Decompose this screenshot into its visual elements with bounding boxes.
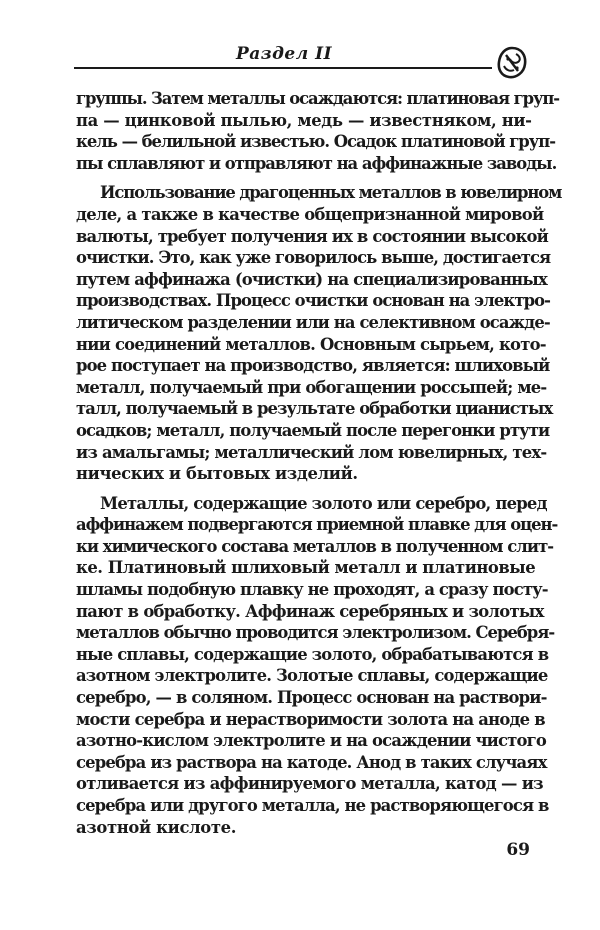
text-line: производствах. Процесс очистки основан на электро- <box>76 291 551 311</box>
running-header <box>74 40 494 74</box>
paragraph <box>76 182 562 484</box>
text-line: нии соединений металлов. Основным сырьем, кото- <box>76 334 546 354</box>
text-line: литическом разделении или на селективном осажде- <box>76 312 550 332</box>
text-line: азотно-кислом электролите и на осаждении чистого <box>76 731 547 751</box>
text-line: осадков; металл, получаемый после перегонки ртути <box>76 420 550 440</box>
section-title: Раздел II <box>235 44 333 64</box>
text-line: группы. Затем металлы осаждаются: платиновая груп- <box>76 89 559 108</box>
text-line: металлов обычно проводится электролизом. Серебря- <box>76 623 555 643</box>
text-line: Металлы, содержащие золото или серебро, перед <box>100 493 547 513</box>
paragraph <box>76 493 558 839</box>
text-line: очистки. Это, как уже говорилось выше, достигается <box>76 248 551 268</box>
text-line: ки химического состава металлов в полученном слит- <box>76 536 554 556</box>
header-rule <box>74 67 492 69</box>
text-line: отливается из аффинируемого металла, катод — из <box>76 774 543 794</box>
text-line: азотном электролите. Золотые сплавы, содержащие <box>76 666 548 686</box>
text-line: путем аффинажа (очистки) на специализированных <box>76 269 547 289</box>
text-line: Использование драгоценных металлов в ювелирном <box>100 183 562 203</box>
text-line: рое поступает на производство, является: шлиховый <box>76 356 550 376</box>
text-line: азотной кислоте. <box>76 817 237 837</box>
text-line: шламы подобную плавку не проходят, а сразу посту- <box>76 580 548 600</box>
text-line: пы сплавляют и отправляют на аффинажные заводы. <box>76 153 557 173</box>
text-line: нических и бытовых изделий. <box>76 464 358 484</box>
text-line: деле, а также в качестве общепризнанной мировой <box>76 204 544 224</box>
text-line: металл, получаемый при обогащении россыпей; ме- <box>76 377 547 397</box>
text-line: аффинажем подвергаются приемной плавке для оцен- <box>76 515 558 535</box>
page-ornament-icon <box>496 46 528 80</box>
text-line: мости серебра и нерастворимости золота на аноде в <box>76 709 545 729</box>
text-line: валюты, требует получения их в состоянии высокой <box>76 226 548 246</box>
text-line: пают в обработку. Аффинаж серебряных и золотых <box>76 601 544 621</box>
text-line: па — цинковой пылью, медь — известняком, ни- <box>76 110 532 130</box>
text-line: ке. Платиновый шлиховый металл и платиновые <box>76 558 536 578</box>
text-line: из амальгамы; металлический лом ювелирных, тех- <box>76 442 547 462</box>
text-line: серебра из раствора на катоде. Анод в таких случаях <box>76 752 547 772</box>
page-number: 69 <box>506 840 530 860</box>
text-line: серебра или другого металла, не растворяющегося в <box>76 796 549 815</box>
body-text <box>76 88 562 838</box>
text-line: кель — белильной известью. Осадок платиновой груп- <box>76 132 555 152</box>
paragraph <box>76 88 559 174</box>
text-line: серебро, — в соляном. Процесс основан на раствори- <box>76 688 547 708</box>
text-line: ные сплавы, содержащие золото, обрабатываются в <box>76 644 549 664</box>
text-line: талл, получаемый в результате обработки цианистых <box>76 399 553 419</box>
